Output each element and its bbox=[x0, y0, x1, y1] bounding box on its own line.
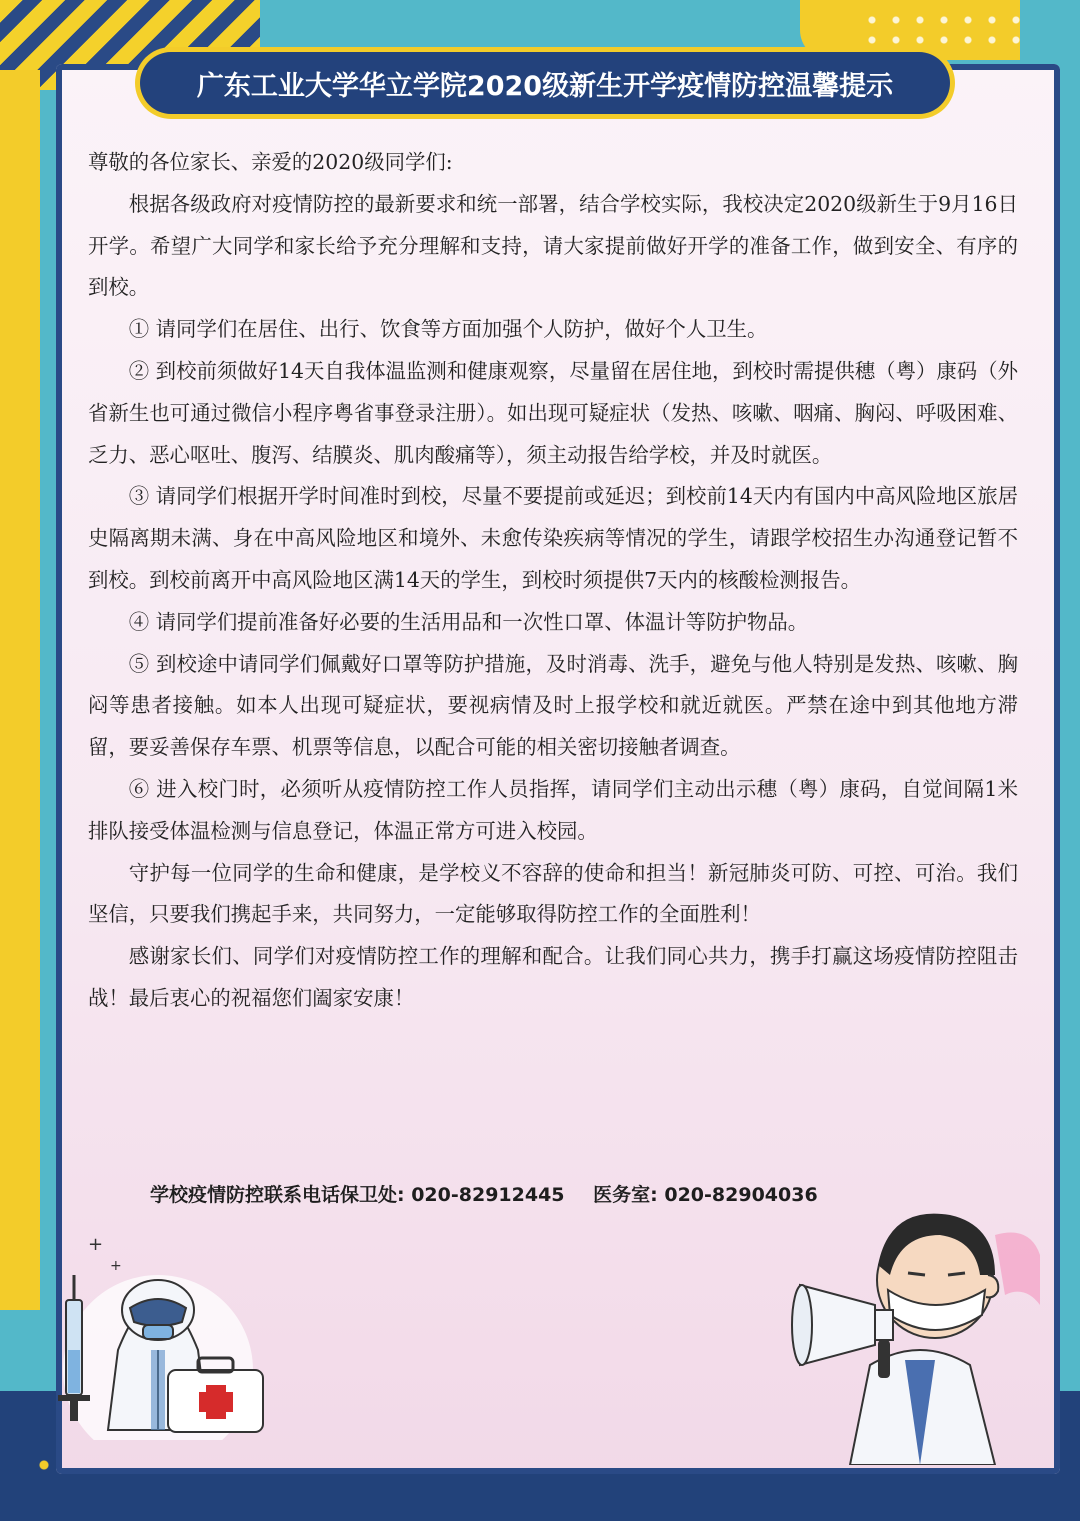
item-5: ⑤ 到校途中请同学们佩戴好口罩等防护措施，及时消毒、洗手，避免与他人特别是发热、咳嗽、胸闷等患者接触。如本人出现可疑症状，要视病情及时上报学校和就近就医。严禁在途中到其他地方滞留，要妥善保存车票、机票等信息，以配合可能的相关密切接触者调查。 bbox=[88, 651, 1018, 760]
item-4: ④ 请同学们提前准备好必要的生活用品和一次性口罩、体温计等防护物品。 bbox=[128, 609, 809, 634]
clinic-phone: 医务室: 020-82904036 bbox=[593, 1184, 818, 1206]
decorative-yellow-left-band bbox=[0, 70, 40, 1310]
item-3: ③ 请同学们根据开学时间准时到校，尽量不要提前或延迟；到校前14天内有国内中高风险地区旅居史隔离期未满、身在中高风险地区和境外、未愈传染疾病等情况的学生，请跟学校招生办沟通登记暂不到校。到校前离开中高风险地区满14天的学生，到校时须提供7天内的核酸检测报告。 bbox=[88, 484, 1018, 592]
intro-paragraph: 根据各级政府对疫情防控的最新要求和统一部署，结合学校实际，我校决定2020级新生于9月16日开学。希望广大同学和家长给予充分理解和支持，请大家提前做好开学的准备工作，做到安全、有序的到校。 bbox=[88, 191, 1018, 300]
svg-text:+: + bbox=[110, 1258, 122, 1274]
item-1: ① 请同学们在居住、出行、饮食等方面加强个人防护，做好个人卫生。 bbox=[128, 317, 768, 342]
greeting: 尊敬的各位家长、亲爱的2020级同学们: bbox=[88, 150, 453, 174]
doctor-megaphone-illustration bbox=[790, 1195, 1040, 1465]
item-6: ⑥ 进入校门时，必须听从疫情防控工作人员指挥，请同学们主动出示穗（粤）康码，自觉间隔1米排队接受体温检测与信息登记，体温正常方可进入校园。 bbox=[88, 776, 1018, 843]
notice-body bbox=[88, 142, 1018, 1020]
security-phone: 学校疫情防控联系电话保卫处: 020-82912445 bbox=[150, 1184, 565, 1206]
page-title: 广东工业大学华立学院2020级新生开学疫情防控温馨提示 bbox=[196, 70, 894, 102]
decorative-dots-top bbox=[860, 10, 1020, 50]
item-2: ② 到校前须做好14天自我体温监测和健康观察，尽量留在居住地，到校时需提供穗（粤）康码（外省新生也可通过微信小程序粤省事登录注册）。如出现可疑症状（发热、咳嗽、咽痛、胸闷、呼吸困难、乏力、恶心呕吐、腹泻、结膜炎、肌肉酸痛等），须主动报告给学校，并及时就医。 bbox=[88, 358, 1018, 467]
first-aid-kit-icon bbox=[168, 1358, 263, 1432]
closing-paragraph-2: 感谢家长们、同学们对疫情防控工作的理解和配合。让我们同心共力，携手打赢这场疫情防控阻击战！最后衷心的祝福您们阖家安康！ bbox=[88, 944, 1018, 1010]
medical-worker-illustration bbox=[48, 1230, 288, 1440]
title-banner bbox=[140, 52, 950, 114]
closing-paragraph-1: 守护每一位同学的生命和健康，是学校义不容辞的使命和担当！新冠肺炎可防、可控、可治。我们坚信，只要我们携起手来，共同努力，一定能够取得防控工作的全面胜利！ bbox=[88, 860, 1018, 927]
svg-text:+: + bbox=[88, 1234, 104, 1255]
